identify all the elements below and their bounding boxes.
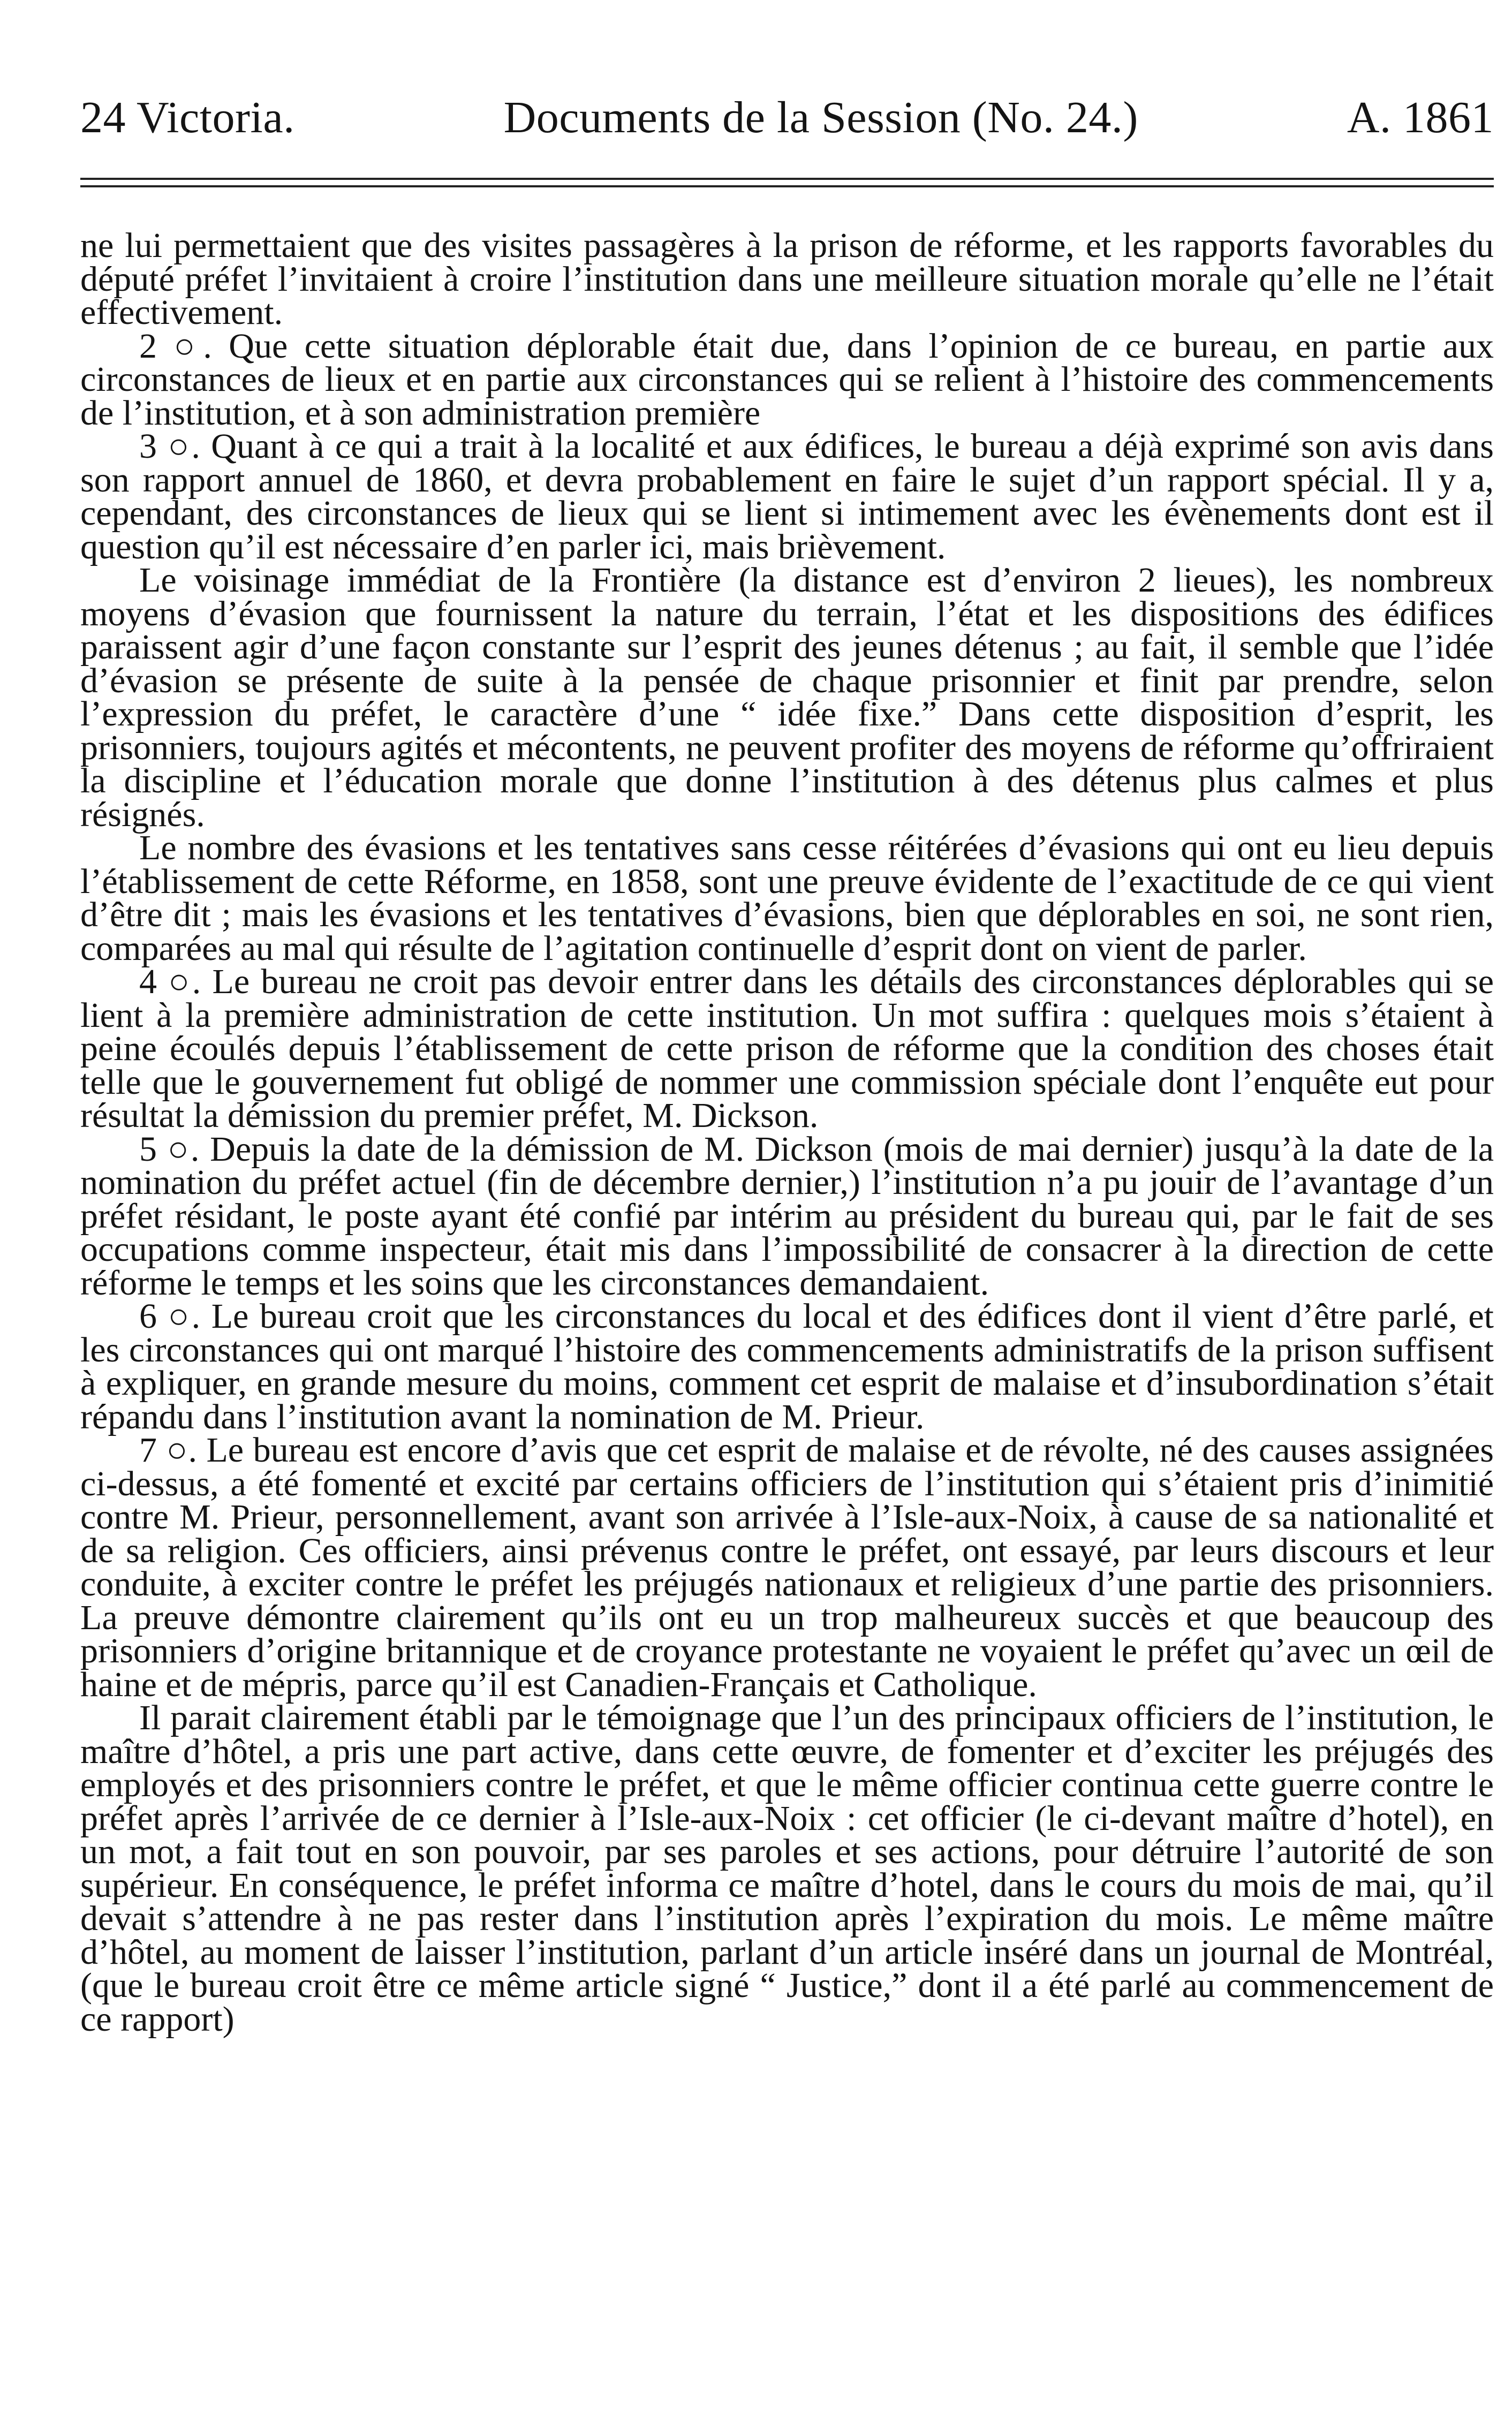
paragraph: 2 ○. Que cette situation déplorable était due, dans l’opinion de ce bureau, en partie aux circonstances de lieux et en partie aux circonstances qui se relient à l’histoire des commencements de l’institution, et à son administration première [80,326,1494,433]
header-rules [80,178,1494,187]
header-center: Documents de la Session (No. 24.) [503,93,1138,142]
paragraph: 5 ○. Depuis la date de la démission de M. Dickson (mois de mai dernier) jusqu’à la date de la nomination du préfet actuel (fin de décembre dernier,) l’institution n’a pu jouir de l’avantage d’un préfet résidant, le poste ayant été confié par intérim au président du bureau qui, par le fait de ses occupations comme inspecteur, était mis dans l’impossibilité de consacrer à la direction de cette réforme le temps et les soins que les circonstances demandaient. [80,1129,1494,1303]
paragraph: 6 ○. Le bureau croit que les circonstances du local et des édifices dont il vient d’être parlé, et les circonstances qui ont marqué l’histoire des commencements administratifs de la prison suffisent à expliquer, en grande mesure du moins, comment cet esprit de malaise et d’insubordination s’était répandu dans l’institution avant la nomination de M. Prieur. [80,1297,1494,1436]
body-text [80,226,1494,2039]
paragraph: Il parait clairement établi par le témoignage que l’un des principaux officiers de l’institution, le maître d’hôtel, a pris une part active, dans cette œuvre, de fomenter et d’exciter les préjugés des employés et des prisonniers contre le préfet, et que le même officier continua cette guerre contre le préfet après l’arrivée de ce dernier à l’Isle-aux-Noix : cet officier (le ci-devant maître d’hotel), en un mot, a fait tout en son pouvoir, par ses paroles et ses actions, pour détruire l’autorité de son supérieur. En conséquence, le préfet informa ce maître d’hotel, dans le cours du mois de mai, qu’il devait s’attendre à ne pas rester dans l’institution après l’expiration du mois. Le même maître d’hôtel, au moment de laisser l’institution, parlant d’un article inséré dans un journal de Montréal, (que le bureau croit être ce même article signé “ Justice,” dont il a été parlé au commencement de ce rapport) [80,1698,1494,2039]
paragraph: 4 ○. Le bureau ne croit pas devoir entrer dans les détails des circonstances déplorables qui se lient à la première administration de cette institution. Un mot suffira : quelques mois s’étaient à peine écoulés depuis l’établissement de cette prison de réforme que la condition des choses était telle que le gouvernement fut obligé de nommer une commission spéciale dont l’enquête eut pour résultat la démission du premier préfet, M. Dickson. [80,962,1494,1135]
document-page [80,91,1494,2039]
header-rule-bottom [80,185,1494,187]
running-header [80,91,1494,145]
paragraph: ne lui permettaient que des visites passagères à la prison de réforme, et les rapports favorables du député préfet l’invitaient à croire l’institution dans une meilleure situation morale qu’elle ne l’était effectivement. [80,226,1494,332]
paragraph: 7 ○. Le bureau est encore d’avis que cet esprit de malaise et de révolte, né des causes assignées ci-dessus, a été fomenté et excité par certains officiers de l’institution qui s’étaient pris d’inimitié contre M. Prieur, personnellement, avant son arrivée à l’Isle-aux-Noix, à cause de sa nationalité et de sa religion. Ces officiers, ainsi prévenus contre le préfet, ont essayé, par leurs discours et leur conduite, à exciter contre le préfet les préjugés nationaux et religieux d’une partie des prisonniers. La preuve démontre clairement qu’ils ont eu un trop malheureux succès et que beaucoup des prisonniers d’origine britannique et de croyance protestante ne voyaient le préfet qu’avec un œil de haine et de mépris, parce qu’il est Canadien-Français et Catholique. [80,1431,1494,1704]
header-right: A. 1861 [1347,93,1494,142]
paragraph: Le nombre des évasions et les tentatives sans cesse réitérées d’évasions qui ont eu lieu depuis l’établissement de cette Réforme, en 1858, sont une preuve évidente de l’exactitude de ce qui vient d’être dit ; mais les évasions et les tentatives d’évasions, bien que déplorables en soi, ne sont rien, comparées au mal qui résulte de l’agitation continuelle d’esprit dont on vient de parler. [80,828,1494,968]
header-left: 24 Victoria. [80,93,295,142]
paragraph: 3 ○. Quant à ce qui a trait à la localité et aux édifices, le bureau a déjà exprimé son avis dans son rapport annuel de 1860, et devra probablement en faire le sujet d’un rapport spécial. Il y a, cependant, des circonstances de lieux qui se lient si intimement avec les évènements dont est il question qu’il est nécessaire d’en parler ici, mais brièvement. [80,427,1494,566]
paragraph: Le voisinage immédiat de la Frontière (la distance est d’environ 2 lieues), les nombreux moyens d’évasion que fournissent la nature du terrain, l’état et les dispositions des édifices paraissent agir d’une façon constante sur l’esprit des jeunes détenus ; au fait, il semble que l’idée d’évasion se présente de suite à la pensée de chaque prisonnier et finit par prendre, selon l’expression du préfet, le caractère d’une “ idée fixe.” Dans cette disposition d’esprit, les prisonniers, toujours agités et mécontents, ne peuvent profiter des moyens de réforme qu’offriraient la discipline et l’éducation morale que donne l’institution à des détenus plus calmes et plus résignés. [80,561,1494,834]
header-rule-top [80,178,1494,180]
